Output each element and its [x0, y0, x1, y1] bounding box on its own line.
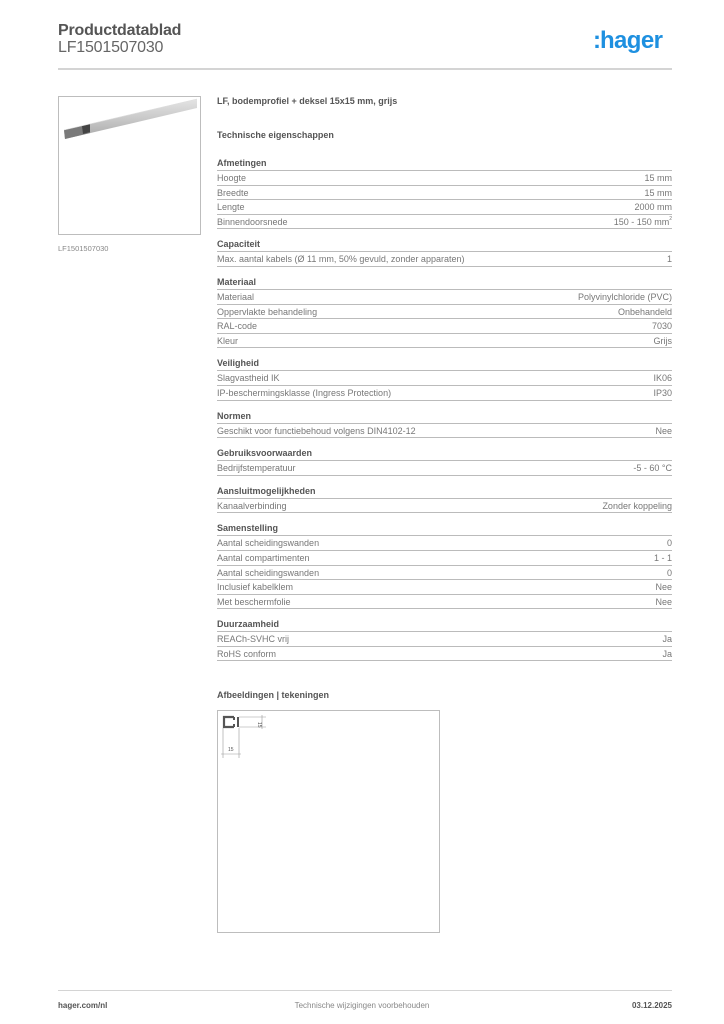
spec-section [217, 447, 672, 476]
spec-value-text: 0 [666, 538, 672, 549]
spec-value [653, 386, 672, 400]
spec-label: Kanaalverbinding [217, 500, 287, 511]
spec-value-text: Ja [662, 634, 672, 645]
product-image [58, 96, 201, 235]
spec-value-text: 7030 [651, 321, 672, 332]
spec-value-text: 150 - 150 mm [613, 216, 670, 227]
section-title: Normen [217, 410, 672, 424]
spec-row [217, 536, 672, 551]
spec-value-text: Zonder koppeling [602, 500, 672, 511]
spec-value-text: 15 mm [644, 173, 672, 183]
spec-value [655, 595, 672, 609]
spec-row [217, 461, 672, 476]
spec-label: RoHS conform [217, 648, 277, 659]
spec-section [217, 618, 672, 661]
spec-label: RAL-code [217, 321, 258, 332]
spec-label: Met beschermfolie [217, 596, 291, 607]
spec-value-text: Ja [662, 648, 672, 659]
product-specs [217, 96, 672, 661]
spec-label: Kleur [217, 335, 239, 346]
spec-value [644, 171, 672, 185]
spec-value [652, 319, 672, 333]
spec-label: IP-beschermingsklasse (Ingress Protection) [217, 387, 392, 398]
spec-label: REACh-SVHC vrij [217, 634, 290, 645]
spec-value [667, 536, 672, 550]
spec-row [217, 424, 672, 439]
spec-value [644, 186, 672, 200]
spec-label: Binnendoorsnede [217, 216, 288, 227]
spec-label: Max. aantal kabels (Ø 11 mm, 50% gevuld, zonder apparaten) [217, 254, 465, 265]
spec-row [217, 215, 672, 230]
spec-row [217, 551, 672, 566]
spec-value [662, 632, 672, 646]
section-title: Samenstelling [217, 522, 672, 536]
spec-value-superscript: 2 [669, 215, 672, 222]
spec-value [578, 290, 672, 304]
spec-label: Aantal scheidingswanden [217, 538, 320, 549]
spec-section [217, 410, 672, 439]
spec-value-text: IP30 [653, 387, 672, 398]
spec-value-text: 1 - 1 [653, 552, 672, 563]
spec-label: Inclusief kabelklem [217, 582, 294, 593]
spec-value-text: 0 [666, 567, 672, 578]
document-date: 03.12.2025 [631, 1001, 672, 1010]
spec-value [602, 499, 672, 513]
spec-row [217, 334, 672, 349]
spec-value-text: Nee [655, 582, 672, 593]
spec-section [217, 238, 672, 267]
spec-value-text: -5 - 60 °C [633, 463, 672, 474]
spec-row [217, 647, 672, 662]
spec-value [634, 200, 672, 214]
spec-label: Lengte [217, 202, 245, 213]
spec-row [217, 186, 672, 201]
section-title: Gebruiksvoorwaarden [217, 447, 672, 461]
spec-row [217, 171, 672, 186]
profile-drawing-icon [218, 711, 441, 934]
footer-divider [58, 990, 672, 991]
section-title: Capaciteit [217, 238, 672, 252]
spec-value [667, 252, 672, 266]
hager-logo: :hager [593, 27, 663, 54]
spec-value [614, 215, 672, 229]
spec-value [654, 334, 673, 348]
spec-value-text: Polyvinylchloride (PVC) [577, 291, 672, 302]
spec-label: Oppervlakte behandeling [217, 306, 318, 317]
spec-value [662, 647, 672, 661]
spec-value-text: Onbehandeld [617, 306, 672, 317]
tech-properties-heading: Technische eigenschappen [217, 130, 334, 140]
cable-duct-icon [59, 97, 202, 236]
section-title: Aansluitmogelijkheden [217, 485, 672, 499]
spec-value [618, 305, 672, 319]
spec-label: Geschikt voor functiebehoud volgens DIN4102-12 [217, 425, 416, 436]
document-title: Productdatablad [58, 22, 182, 39]
spec-row [217, 595, 672, 610]
spec-value-text: 2000 mm [634, 202, 672, 213]
spec-row [217, 319, 672, 334]
technical-drawing [217, 710, 440, 933]
spec-value-text: 15 mm [644, 187, 672, 198]
spec-value [655, 424, 672, 438]
spec-row [217, 499, 672, 514]
spec-row [217, 566, 672, 581]
spec-row [217, 632, 672, 647]
spec-value [653, 371, 672, 385]
svg-text:15: 15 [228, 747, 234, 753]
section-title: Duurzaamheid [217, 618, 672, 632]
disclaimer: Technische wijzigingen voorbehouden [294, 1001, 430, 1010]
spec-row [217, 252, 672, 267]
spec-label: Aantal scheidingswanden [217, 567, 320, 578]
spec-value [655, 580, 672, 594]
spec-value-text: Nee [655, 596, 672, 607]
section-title: Veiligheid [217, 357, 672, 371]
spec-value [667, 566, 672, 580]
spec-section [217, 276, 672, 348]
spec-value-text: 1 [666, 254, 672, 265]
spec-value-text: Nee [655, 425, 672, 436]
product-name: LF, bodemprofiel + deksel 15x15 mm, grijs [217, 96, 398, 106]
spec-value-text: IK06 [653, 373, 672, 384]
spec-label: Slagvastheid IK [217, 373, 280, 384]
drawings-heading: Afbeeldingen | tekeningen [217, 690, 330, 700]
spec-row [217, 200, 672, 215]
spec-row [217, 290, 672, 305]
spec-row [217, 386, 672, 401]
spec-label: Aantal compartimenten [217, 552, 310, 563]
spec-row [217, 371, 672, 386]
header-divider [58, 68, 672, 70]
spec-section [217, 157, 672, 229]
spec-label: Hoogte [217, 173, 247, 183]
spec-row [217, 580, 672, 595]
svg-text:15: 15 [256, 722, 262, 728]
spec-value [633, 461, 672, 475]
spec-section [217, 485, 672, 514]
spec-value-text: Grijs [653, 335, 672, 346]
spec-label: Materiaal [217, 291, 255, 302]
spec-value [654, 551, 672, 565]
spec-label: Breedte [217, 187, 249, 198]
image-caption: LF1501507030 [58, 244, 109, 253]
section-title: Materiaal [217, 276, 672, 290]
spec-row [217, 305, 672, 320]
spec-section [217, 522, 672, 609]
section-title: Afmetingen [217, 157, 672, 171]
product-code: LF1501507030 [58, 39, 164, 56]
spec-section [217, 357, 672, 400]
spec-sections [217, 157, 672, 661]
spec-label: Bedrijfstemperatuur [217, 463, 296, 474]
website-link[interactable]: hager.com/nl [58, 1001, 108, 1010]
